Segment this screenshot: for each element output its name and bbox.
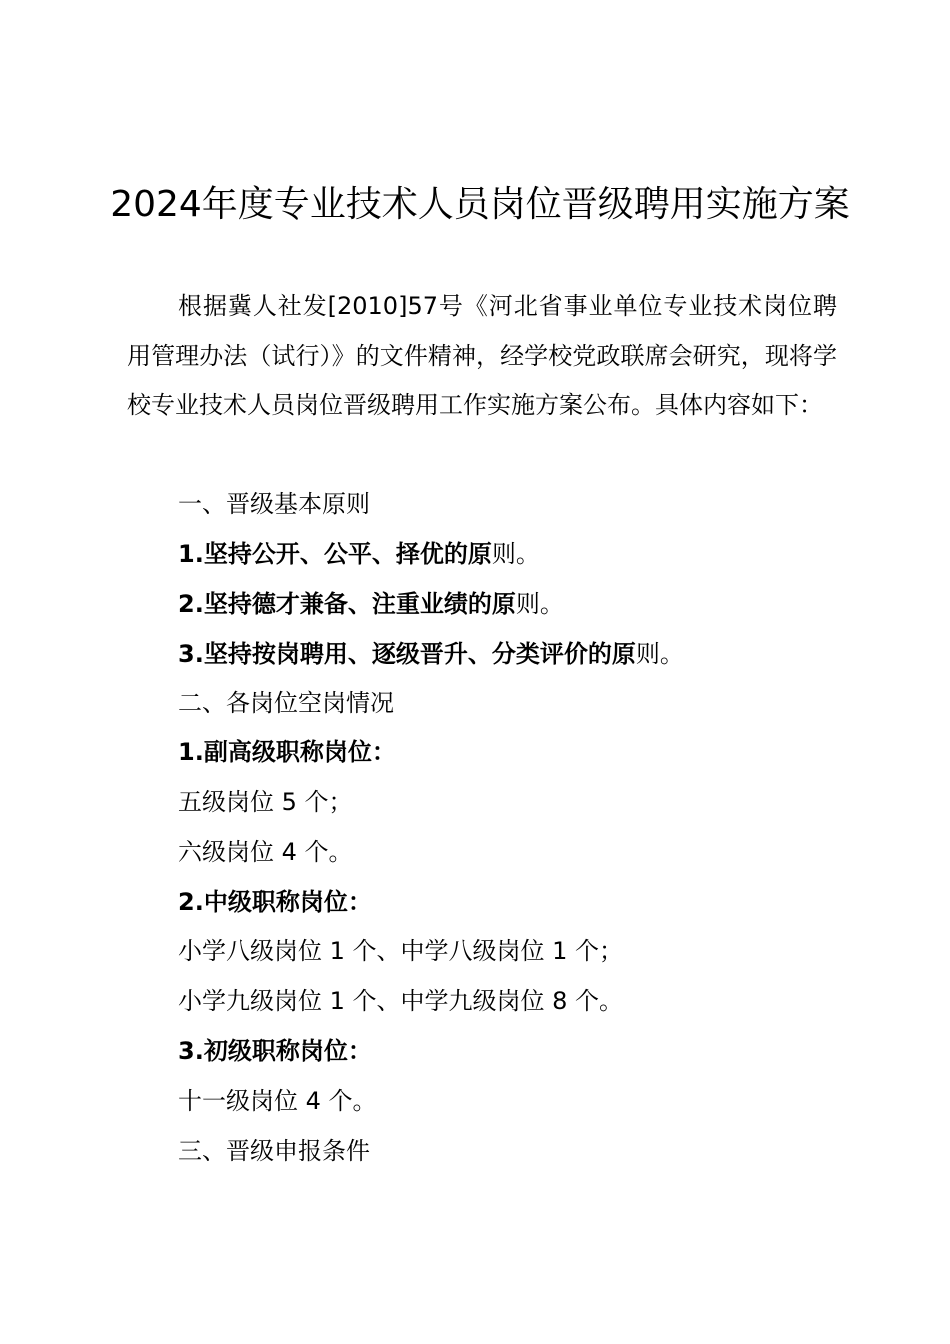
- document-title: 2024年度专业技术人员岗位晋级聘用实施方案: [110, 184, 850, 225]
- principle-item-3-tail: 则。: [635, 640, 684, 668]
- intro-paragraph: 根据冀人社发[2010]57号《河北省事业单位专业技术岗位聘用管理办法（试行）》的文件精神，经学校党政联席会研究，现将学校专业技术人员岗位晋级聘用工作实施方案公布。具体内容如下：: [127, 292, 837, 419]
- intermediate-line-1: 小学八级岗位 1 个、中学八级岗位 1 个；: [178, 937, 624, 965]
- intermediate-line-2: 小学九级岗位 1 个、中学九级岗位 8 个。: [178, 987, 624, 1015]
- principle-item-3-bold: 3.坚持按岗聘用、逐级晋升、分类评价的原: [178, 640, 636, 668]
- senior-line-2: 六级岗位 4 个。: [178, 838, 353, 866]
- junior-title-heading: 3.初级职称岗位：: [178, 1037, 372, 1065]
- principle-item-2: [178, 589, 564, 619]
- principle-item-1-bold: 1.坚持公开、公平、择优的原: [178, 540, 492, 568]
- senior-title-heading: 1.副高级职称岗位：: [178, 738, 396, 766]
- principle-item-1-tail: 则。: [491, 540, 540, 568]
- section-2-heading: 二、各岗位空岗情况: [178, 689, 394, 717]
- principle-item-3: [178, 639, 684, 669]
- principle-item-2-tail: 则。: [515, 590, 564, 618]
- principle-item-1: [178, 539, 540, 569]
- principle-item-2-bold: 2.坚持德才兼备、注重业绩的原: [178, 590, 516, 618]
- senior-line-1: 五级岗位 5 个；: [178, 788, 353, 816]
- junior-line-1: 十一级岗位 4 个。: [178, 1087, 377, 1115]
- section-1-heading: 一、晋级基本原则: [178, 490, 370, 518]
- intermediate-title-heading: 2.中级职称岗位：: [178, 888, 372, 916]
- section-3-heading: 三、晋级申报条件: [178, 1137, 370, 1165]
